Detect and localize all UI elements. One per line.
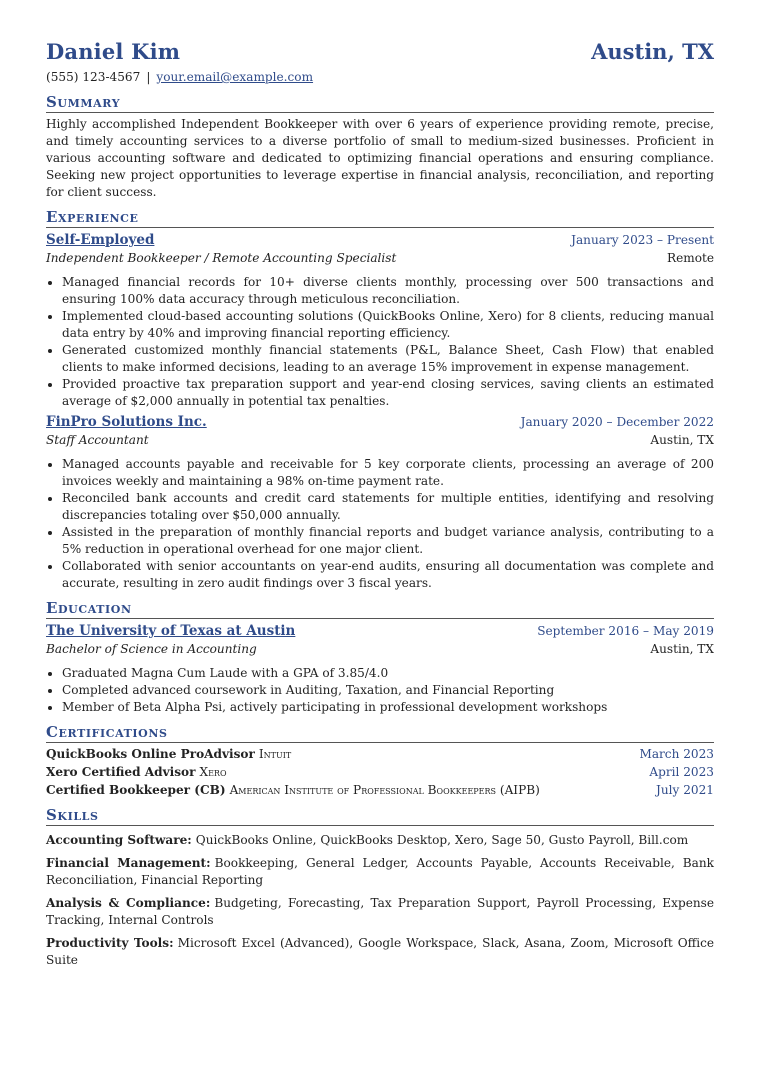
email-link[interactable]: your.email@example.com: [156, 70, 314, 84]
experience-heading: Experience: [46, 207, 714, 228]
skill-group: [46, 855, 714, 889]
list-item: • Generated customized monthly financial statements (P&L, Balance Sheet, Cash Flow) that enabled clients to make informed decisions, leading to an average 15% improvement in expense management.: [62, 342, 714, 376]
list-item: • Managed accounts payable and receivable for 5 key corporate clients, processing an average of 200 invoices weekly and maintaining a 98% on-time payment rate.: [62, 456, 714, 490]
resume-header: [46, 38, 714, 66]
job-title: Independent Bookkeeper / Remote Accounting Specialist: [46, 251, 397, 265]
skill-category: Accounting Software:: [46, 833, 192, 847]
education-bullets: [46, 665, 714, 716]
job-location: Austin, TX: [650, 433, 714, 447]
list-item: • Member of Beta Alpha Psi, actively participating in professional development workshops: [62, 699, 714, 716]
skills-heading: Skills: [46, 805, 714, 826]
certifications-heading: Certifications: [46, 722, 714, 743]
job-location: Remote: [666, 251, 714, 265]
skill-group: [46, 895, 714, 929]
experience-entry: [46, 231, 714, 410]
employer-name[interactable]: FinPro Solutions Inc.: [46, 414, 207, 430]
skill-values: Bookkeeping, General Ledger, Accounts Payable, Accounts Receivable, Bank Reconciliation, Financial Reporting: [46, 856, 715, 887]
education-entry: [46, 622, 714, 716]
list-item: • Completed advanced coursework in Auditing, Taxation, and Financial Reporting: [62, 682, 714, 699]
skill-group: [46, 832, 714, 849]
certification-name: QuickBooks Online ProAdvisor: [46, 747, 255, 761]
list-item: • Assisted in the preparation of monthly financial reports and budget variance analysis, contributing to a 5% reduction in operational overhead for one major client.: [62, 524, 714, 558]
list-item: • Graduated Magna Cum Laude with a GPA of 3.85/4.0: [62, 665, 714, 682]
contact-line: [46, 69, 714, 86]
skill-group: [46, 935, 714, 969]
degree: Bachelor of Science in Accounting: [46, 642, 257, 656]
skills-list: [46, 832, 714, 969]
summary-heading: Summary: [46, 92, 714, 113]
skill-values: Microsoft Excel (Advanced), Google Workspace, Slack, Asana, Zoom, Microsoft Office Suite: [46, 936, 714, 967]
employment-dates: January 2023 – Present: [571, 233, 714, 247]
employment-dates: January 2020 – December 2022: [520, 415, 714, 429]
certification-row: [46, 782, 714, 799]
skill-category: Financial Management:: [46, 856, 211, 870]
skill-category: Productivity Tools:: [46, 936, 174, 950]
school-name[interactable]: The University of Texas at Austin: [46, 623, 296, 639]
employer-name[interactable]: Self-Employed: [46, 232, 155, 248]
certification-row: [46, 764, 714, 781]
candidate-name: Daniel Kim: [46, 39, 181, 64]
skill-values: QuickBooks Online, QuickBooks Desktop, Xero, Sage 50, Gusto Payroll, Bill.com: [195, 833, 689, 847]
certification-name: Certified Bookkeeper (CB): [46, 783, 226, 797]
summary-text: Highly accomplished Independent Bookkeeper with over 6 years of experience providing remote, precise, and timely accounting services to a diverse portfolio of small to medium-sized businesses. Proficient in various accounting software and dedicated to optimizing financial operations and ensuring compliance. Seeking new project opportunities to leverage expertise in financial analysis, reconciliation, and reporting for client success.: [46, 117, 714, 199]
list-item: • Managed financial records for 10+ diverse clients monthly, processing over 500 transactions and ensuring 100% data accuracy through meticulous reconciliation.: [62, 274, 714, 308]
education-heading: Education: [46, 598, 714, 619]
list-item: • Reconciled bank accounts and credit card statements for multiple entities, identifying and resolving discrepancies totaling over $50,000 annually.: [62, 490, 714, 524]
experience-entry: [46, 413, 714, 592]
list-item: • Collaborated with senior accountants on year-end audits, ensuring all documentation was complete and accurate, resulting in zero audit findings over 3 fiscal years.: [62, 558, 714, 592]
list-item: • Provided proactive tax preparation support and year-end closing services, saving clients an estimated average of $2,000 annually in potential tax penalties.: [62, 376, 714, 410]
certification-name: Xero Certified Advisor: [46, 765, 196, 779]
contact-separator: |: [146, 70, 151, 84]
skill-category: Analysis & Compliance:: [46, 896, 211, 910]
certification-date: April 2023: [649, 765, 714, 779]
job-bullets: [46, 456, 714, 592]
certifications-list: [46, 746, 714, 799]
education-dates: September 2016 – May 2019: [537, 624, 714, 638]
certification-date: July 2021: [656, 783, 714, 797]
certification-row: [46, 746, 714, 763]
school-location: Austin, TX: [650, 642, 714, 656]
list-item: • Implemented cloud-based accounting solutions (QuickBooks Online, Xero) for 8 clients, reducing manual data entry by 40% and improving financial reporting efficiency.: [62, 308, 714, 342]
certification-date: March 2023: [639, 747, 714, 761]
certification-issuer: American Institute of Professional Bookkeepers (AIPB): [229, 783, 540, 797]
skill-values: Budgeting, Forecasting, Tax Preparation Support, Payroll Processing, Expense Tracking, Internal Controls: [46, 896, 715, 927]
phone-number: (555) 123-4567: [46, 70, 141, 84]
candidate-location: Austin, TX: [591, 39, 714, 64]
job-title: Staff Accountant: [46, 433, 149, 447]
certification-issuer: Intuit: [258, 747, 292, 761]
certification-issuer: Xero: [199, 765, 227, 779]
job-bullets: [46, 274, 714, 410]
